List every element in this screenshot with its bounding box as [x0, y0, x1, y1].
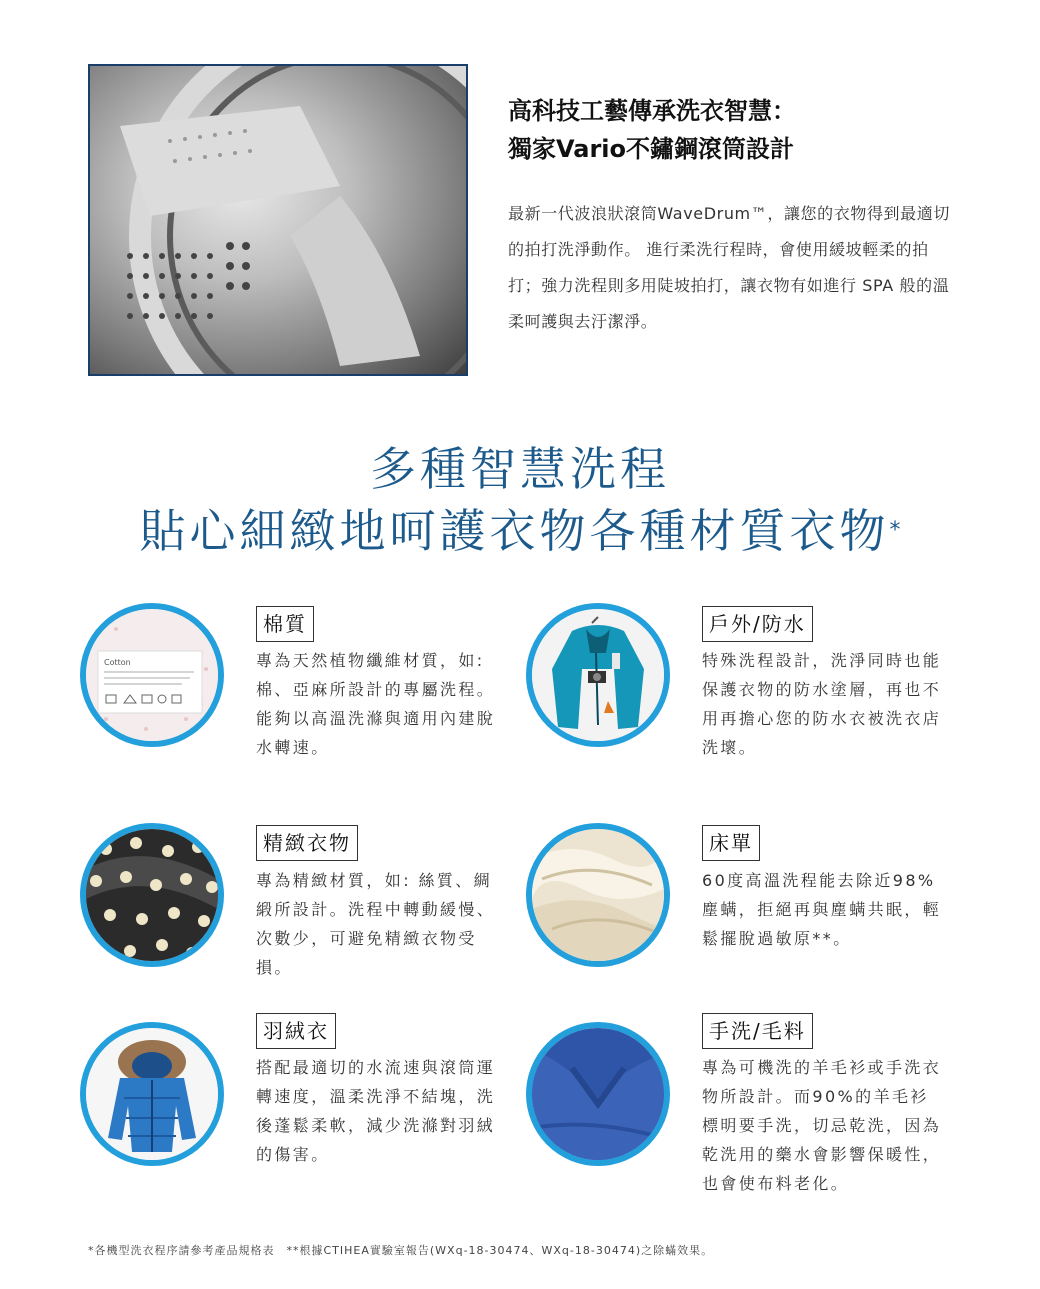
desc-cotton: 專為天然植物纖維材質，如:棉、亞麻所設計的專屬洗程。能夠以高溫洗滌與適用內建脫水轉速。 [256, 651, 496, 757]
tag-down: 羽絨衣 [256, 1013, 336, 1049]
drum-photo [88, 64, 468, 376]
tag-outdoor: 戶外/防水 [702, 606, 813, 642]
tag-bedding: 床單 [702, 825, 760, 861]
bedding-image [526, 823, 670, 967]
cotton-image [80, 603, 224, 747]
delicates-image [80, 823, 224, 967]
desc-wool: 專為可機洗的羊毛衫或手洗衣物所設計。而90%的羊毛衫標明要手洗，切忌乾洗，因為乾洗用的藥水會影響保暖性，也會使布料老化。 [702, 1058, 942, 1193]
tag-cotton: 棉質 [256, 606, 314, 642]
cotton-label-text: Cotton [104, 658, 131, 667]
intro-title [508, 92, 988, 168]
outdoor-jacket-image [526, 603, 670, 747]
wool-image [526, 1022, 670, 1166]
headline [0, 438, 1040, 562]
headline-line1: 多種智慧洗程 [370, 442, 670, 496]
intro-title-line2: 獨家Vario不鏽鋼滾筒設計 [508, 135, 795, 163]
intro-title-line1: 高科技工藝傳承洗衣智慧： [508, 97, 796, 125]
headline-line2: 貼心細緻地呵護衣物各種材質衣物 [139, 504, 890, 558]
headline-footnote-mark: * [889, 518, 901, 543]
down-jacket-image [80, 1022, 224, 1166]
desc-outdoor: 特殊洗程設計，洗淨同時也能保護衣物的防水塗層，再也不用再擔心您的防水衣被洗衣店洗壞。 [702, 651, 942, 757]
tag-wool: 手洗/毛料 [702, 1013, 813, 1049]
tag-delicates: 精緻衣物 [256, 825, 358, 861]
footnote: *各機型洗衣程序請參考產品規格表 **根據CTIHEA實驗室報告(WXq-18-30474、WXq-18-30474)之除蟎效果。 [88, 1244, 714, 1257]
desc-bedding: 60度高溫洗程能去除近98%塵螨，拒絕再與塵螨共眠，輕鬆擺脫過敏原**。 [702, 871, 942, 948]
intro-body: 最新一代波浪狀滾筒WaveDrum™，讓您的衣物得到最適切的拍打洗淨動作。 進行柔洗行程時，會使用緩坡輕柔的拍打；強力洗程則多用陡坡拍打，讓衣物有如進行 SPA 般的溫柔呵護與去汙潔淨。 [508, 204, 950, 331]
desc-down: 搭配最適切的水流速與滾筒運轉速度，溫柔洗淨不結塊，洗後蓬鬆柔軟，減少洗滌對羽絨的傷害。 [256, 1058, 496, 1164]
desc-delicates: 專為精緻材質，如: 絲質、綢緞所設計。洗程中轉動緩慢、次數少，可避免精緻衣物受損。 [256, 871, 496, 977]
